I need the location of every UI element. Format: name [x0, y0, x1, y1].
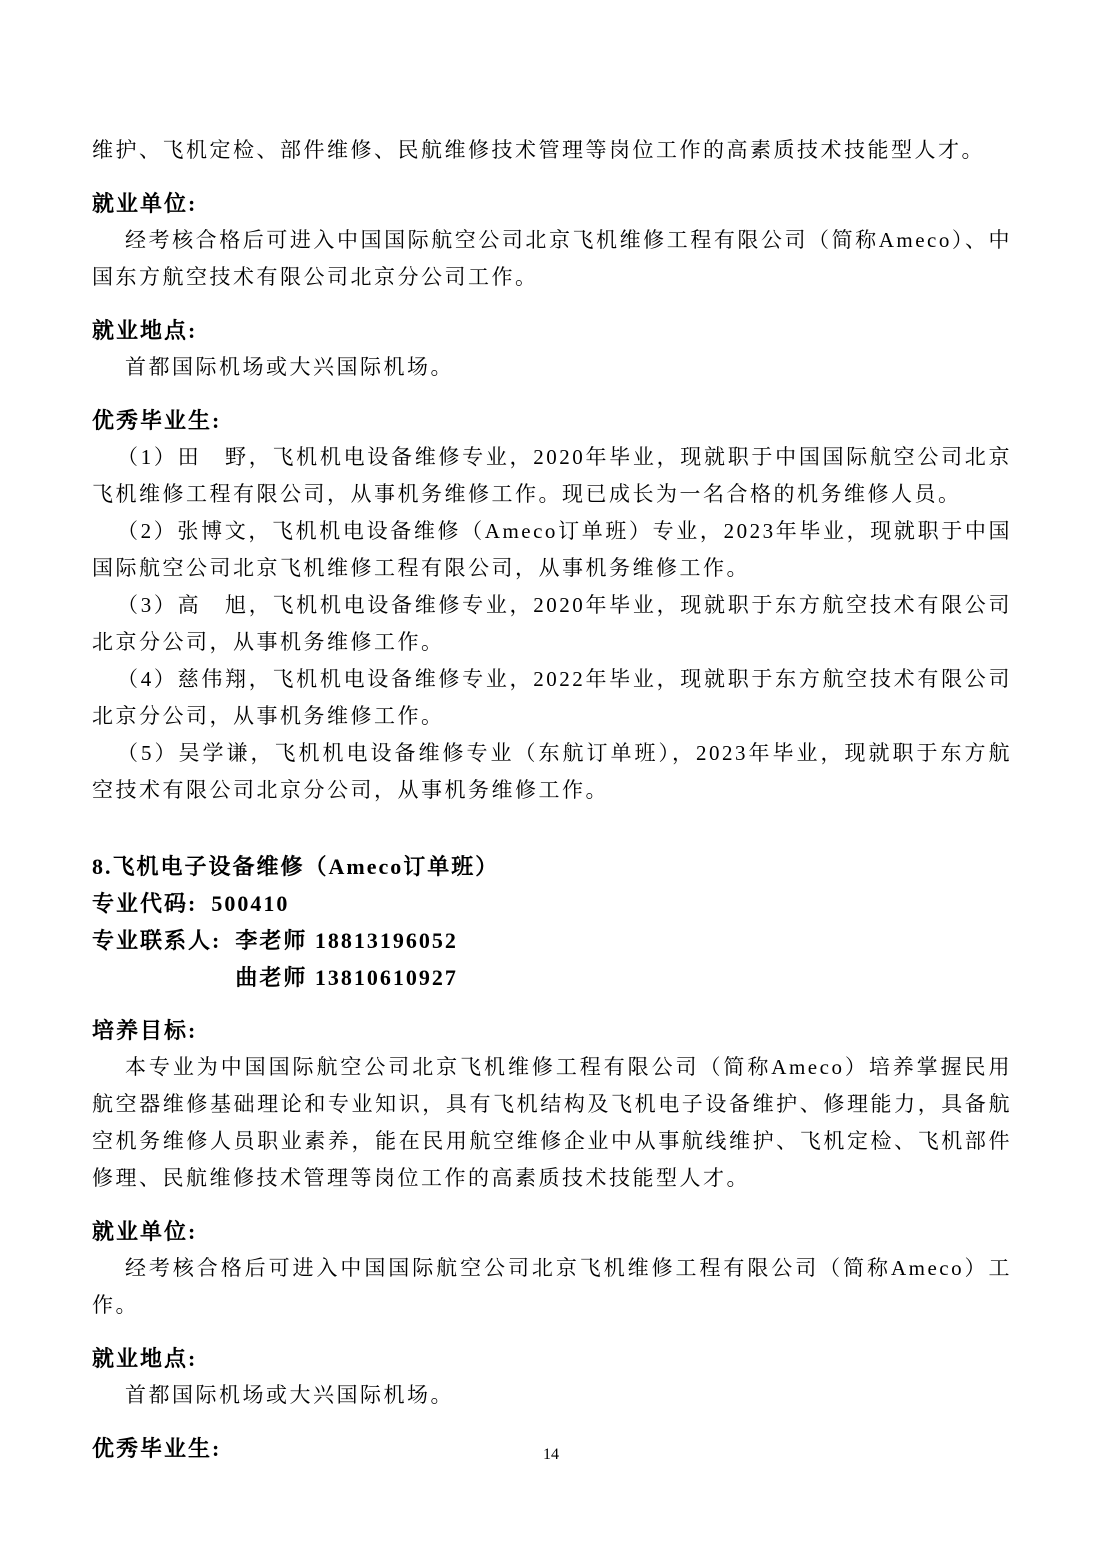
heading-employment-unit-1: 就业单位: — [92, 191, 198, 216]
paragraph-employment-unit-2: 经考核合格后可进入中国国际航空公司北京飞机维修工程有限公司（简称Ameco）工作。 — [92, 1256, 1012, 1317]
graduate-item-2: （2）张博文，飞机机电设备维修（Ameco订单班）专业，2023年毕业，现就职于中国国际航空公司北京飞机维修工程有限公司，从事机务维修工作。 — [92, 519, 1012, 580]
heading-employment-place-1: 就业地点: — [92, 318, 198, 343]
major-contact-row — [92, 922, 1012, 996]
heading-outstanding-graduates-1: 优秀毕业生: — [92, 408, 222, 433]
section-8-title: 8.飞机电子设备维修（Ameco订单班） — [92, 854, 500, 879]
heading-outstanding-graduates-2: 优秀毕业生: — [92, 1436, 222, 1461]
major-code-value: 500410 — [211, 891, 290, 916]
graduate-item-1: （1）田 野，飞机机电设备维修专业，2020年毕业，现就职于中国国际航空公司北京飞机维修工程有限公司，从事机务维修工作。现已成长为一名合格的机务维修人员。 — [92, 445, 1012, 506]
page-number: 14 — [543, 1446, 559, 1463]
paragraph-employment-place-2: 首都国际机场或大兴国际机场。 — [125, 1383, 454, 1407]
heading-training-goal: 培养目标: — [92, 1018, 198, 1043]
major-contact-label: 专业联系人: — [92, 928, 222, 953]
graduate-item-5: （5）吴学谦，飞机机电设备维修专业（东航订单班），2023年毕业，现就职于东方航空技术有限公司北京分公司，从事机务维修工作。 — [92, 741, 1012, 802]
major-contact-entry-2: 曲老师 13810610927 — [235, 965, 458, 990]
heading-employment-unit-2: 就业单位: — [92, 1219, 198, 1244]
heading-employment-place-2: 就业地点: — [92, 1346, 198, 1371]
paragraph-training-goal: 本专业为中国国际航空公司北京飞机维修工程有限公司（简称Ameco）培养掌握民用航空器维修基础理论和专业知识，具有飞机结构及飞机电子设备维护、修理能力，具备航空机务维修人员职业素养，能在民用航空维修企业中从事航线维护、飞机定检、飞机部件修理、民航维修技术管理等岗位工作的高素质技术技能型人才。 — [92, 1055, 1012, 1190]
major-contact-entries — [235, 922, 458, 996]
graduate-item-4: （4）慈伟翔，飞机机电设备维修专业，2022年毕业，现就职于东方航空技术有限公司北京分公司，从事机务维修工作。 — [92, 667, 1012, 728]
major-code-row — [92, 885, 1012, 922]
paragraph-continuation: 维护、飞机定检、部件维修、民航维修技术管理等岗位工作的高素质技术技能型人才。 — [92, 138, 985, 162]
major-code-label: 专业代码: — [92, 891, 198, 916]
paragraph-employment-place-1: 首都国际机场或大兴国际机场。 — [125, 355, 454, 379]
major-contact-entry-1: 李老师 18813196052 — [235, 928, 458, 953]
paragraph-employment-unit-1: 经考核合格后可进入中国国际航空公司北京飞机维修工程有限公司（简称Ameco）、中国东方航空技术有限公司北京分公司工作。 — [92, 228, 1012, 289]
graduate-item-3: （3）高 旭，飞机机电设备维修专业，2020年毕业，现就职于东方航空技术有限公司北京分公司，从事机务维修工作。 — [92, 593, 1012, 654]
